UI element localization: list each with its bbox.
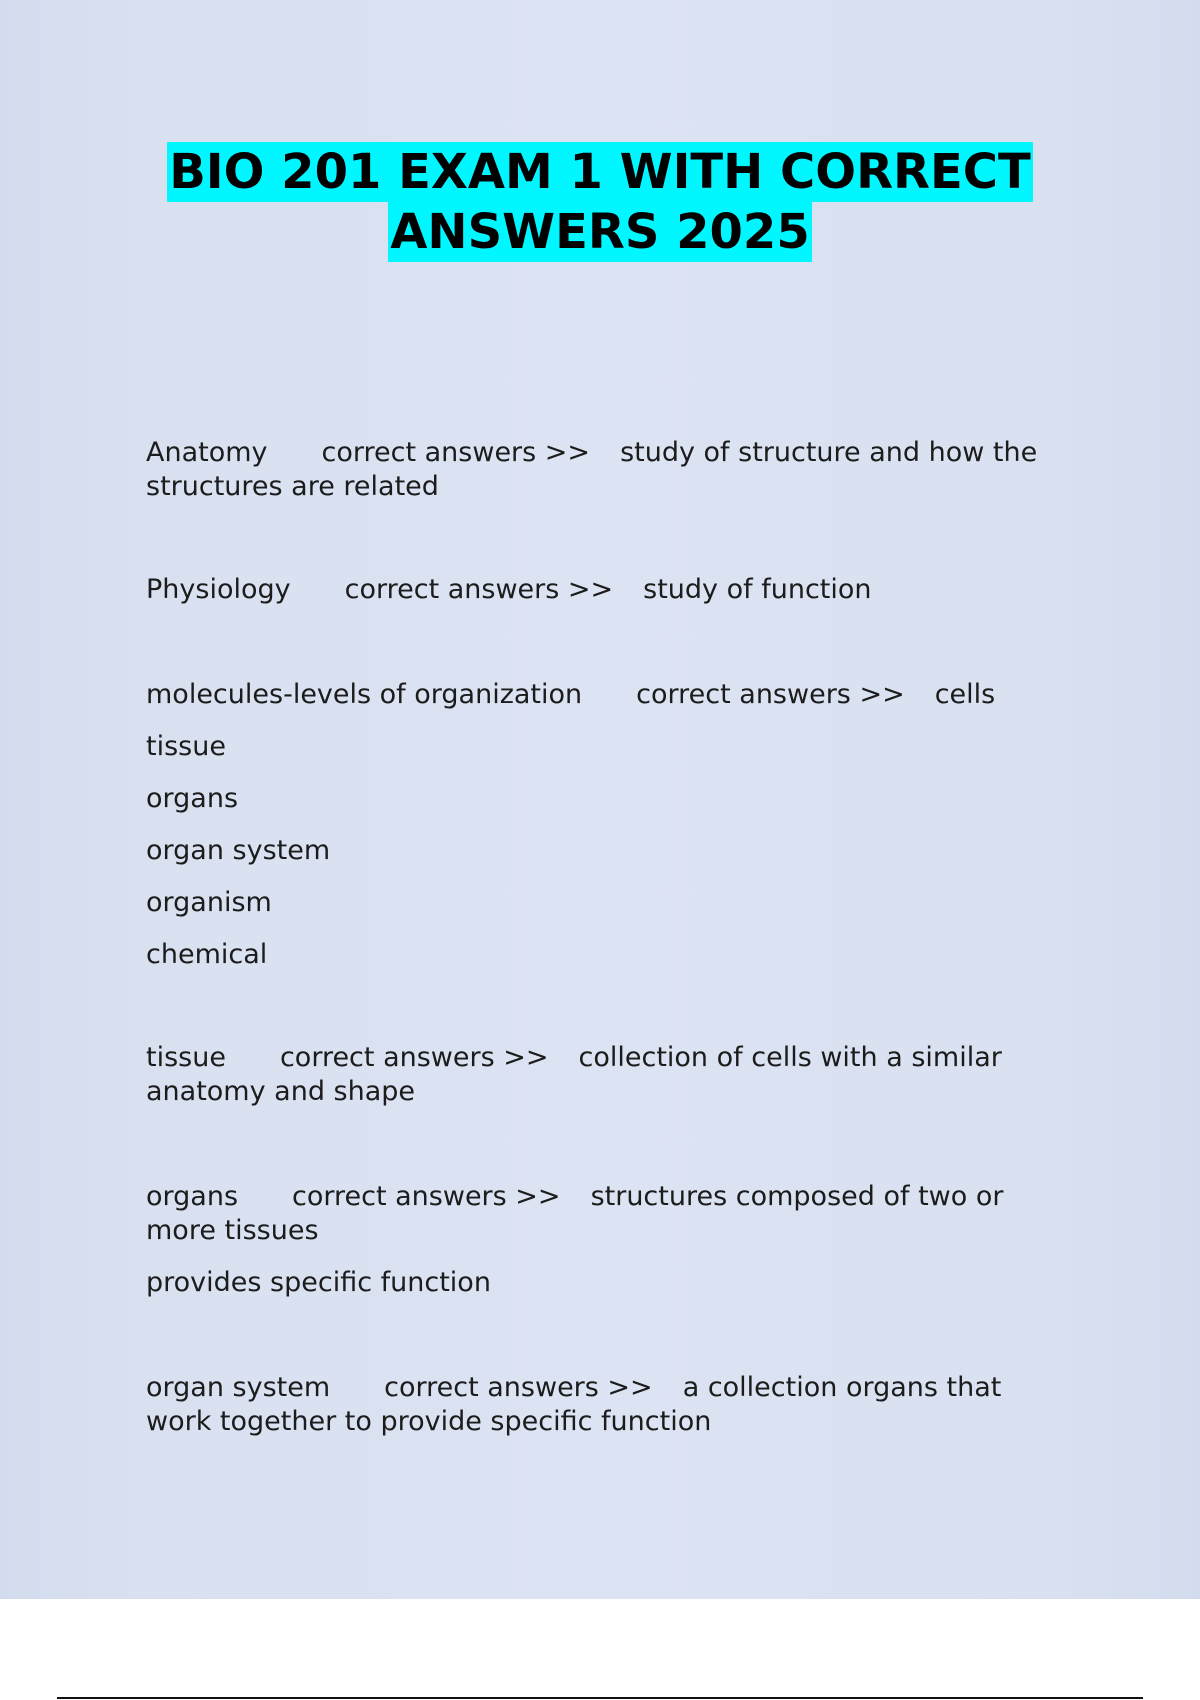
entry-answer-continued: more tissues	[146, 1215, 319, 1246]
entry-answer: a collection organs that	[682, 1372, 1002, 1403]
entry-extra-line: organs	[146, 783, 239, 814]
entry-extra-line: tissue	[146, 731, 226, 762]
entry-extra-line: provides specific function	[146, 1267, 491, 1298]
entry-first-line	[146, 1180, 1086, 1214]
entry-term: Anatomy	[146, 437, 268, 468]
entry-answer-continued: work together to provide specific function	[146, 1406, 712, 1437]
flashcard-entry-levels-of-organization	[146, 678, 1086, 972]
flashcard-entry-anatomy	[146, 436, 1086, 504]
answer-marker: correct answers >>	[292, 1181, 561, 1212]
answer-marker: correct answers >>	[344, 574, 614, 605]
entry-first-line	[146, 678, 1086, 712]
flashcard-entry-physiology	[146, 573, 1086, 607]
answer-marker: correct answers >>	[279, 1042, 549, 1073]
answer-marker: correct answers >>	[384, 1372, 653, 1403]
entry-extra-line: organism	[146, 887, 272, 918]
entry-term: molecules-levels of organization	[146, 679, 583, 710]
flashcard-list	[146, 436, 1086, 1439]
entry-answer: collection of cells with a similar	[578, 1042, 1002, 1073]
entry-answer: study of structure and how the	[620, 437, 1038, 468]
flashcard-entry-organs	[146, 1180, 1086, 1300]
entry-term: organs	[146, 1181, 239, 1212]
entry-first-line	[146, 573, 1086, 607]
entry-term: tissue	[146, 1042, 226, 1073]
entry-answer-continued: structures are related	[146, 471, 439, 502]
document-title	[0, 142, 1200, 262]
entry-answer: structures composed of two or	[590, 1181, 1004, 1212]
flashcard-entry-tissue	[146, 1041, 1086, 1109]
entry-answer-continued: anatomy and shape	[146, 1076, 416, 1107]
title-line-2: ANSWERS 2025	[390, 204, 810, 260]
entry-first-line	[146, 1371, 1086, 1405]
title-line-1: BIO 201 EXAM 1 WITH CORRECT	[169, 144, 1031, 200]
answer-marker: correct answers >>	[321, 437, 591, 468]
entry-extra-line: organ system	[146, 835, 331, 866]
entry-term: organ system	[146, 1372, 331, 1403]
footer-divider	[57, 1697, 1143, 1699]
entry-extra-line: chemical	[146, 939, 268, 970]
entry-first-line	[146, 436, 1086, 470]
entry-answer: cells	[934, 679, 996, 710]
entry-term: Physiology	[146, 574, 291, 605]
entry-first-line	[146, 1041, 1086, 1075]
entry-answer: study of function	[643, 574, 872, 605]
flashcard-entry-organ-system	[146, 1371, 1086, 1439]
answer-marker: correct answers >>	[636, 679, 905, 710]
